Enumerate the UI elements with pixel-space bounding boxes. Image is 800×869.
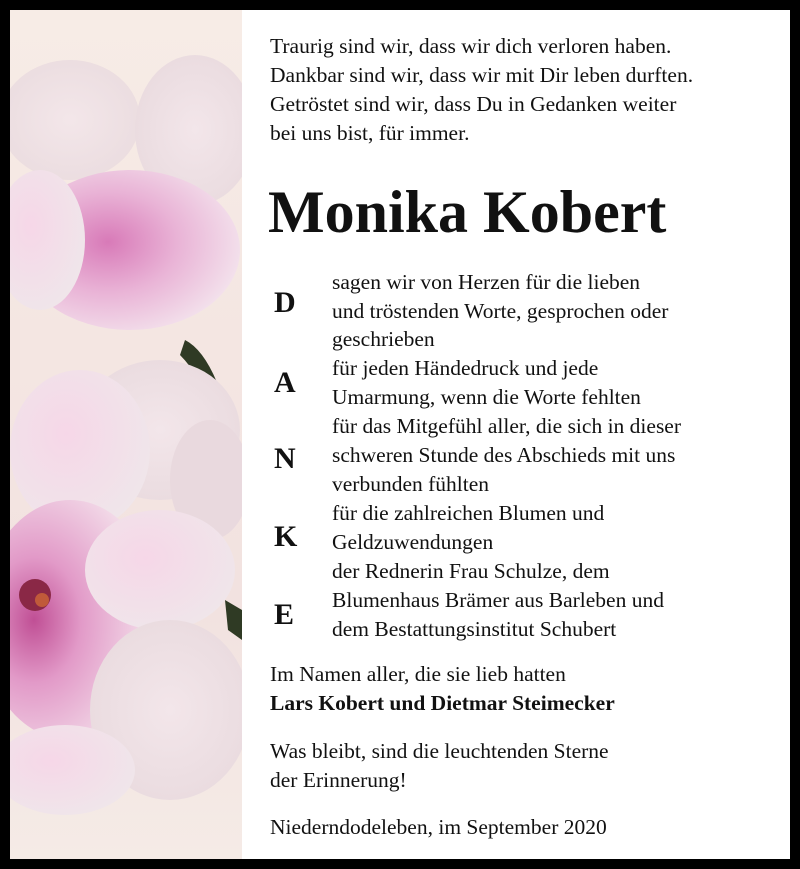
danke-line: für jeden Händedruck und jede bbox=[332, 356, 599, 380]
intro-line: Dankbar sind wir, dass wir mit Dir leben durften. bbox=[270, 63, 694, 87]
danke-letter-k: K bbox=[274, 520, 298, 553]
danke-letter-d: D bbox=[274, 286, 296, 319]
signature-intro: Im Namen aller, die sie lieb hatten bbox=[270, 662, 566, 686]
closing-quote-line: der Erinnerung! bbox=[270, 768, 407, 792]
danke-line: dem Bestattungsinstitut Schubert bbox=[332, 617, 617, 641]
danke-letter-e: E bbox=[274, 598, 295, 631]
danke-letter-n: N bbox=[274, 442, 296, 475]
flower-photo bbox=[10, 10, 242, 859]
text-column bbox=[250, 10, 790, 859]
danke-letter-a: A bbox=[274, 366, 296, 399]
deceased-name: Monika Kobert bbox=[268, 179, 667, 245]
danke-line: sagen wir von Herzen für die lieben bbox=[332, 270, 641, 294]
orchid-illustration bbox=[10, 10, 242, 859]
danke-line: schweren Stunde des Abschieds mit uns bbox=[332, 443, 676, 467]
danke-line: Geldzuwendungen bbox=[332, 530, 494, 554]
signature-names: Lars Kobert und Dietmar Steimecker bbox=[270, 691, 615, 715]
intro-line: Getröstet sind wir, dass Du in Gedanken weiter bbox=[270, 92, 677, 116]
danke-line: Blumenhaus Brämer aus Barleben und bbox=[332, 588, 664, 612]
closing-quote-line: Was bleibt, sind die leuchtenden Sterne bbox=[270, 739, 609, 763]
danke-line: geschrieben bbox=[332, 327, 435, 351]
intro-line: Traurig sind wir, dass wir dich verloren haben. bbox=[270, 34, 672, 58]
danke-line: verbunden fühlten bbox=[332, 472, 490, 496]
danke-line: Umarmung, wenn die Worte fehlten bbox=[332, 385, 641, 409]
intro-line: bei uns bist, für immer. bbox=[270, 121, 470, 145]
danke-line: für die zahlreichen Blumen und bbox=[332, 501, 605, 525]
intro-verse bbox=[270, 32, 780, 148]
place-date: Niederndodeleben, im September 2020 bbox=[270, 815, 607, 839]
danke-line: der Rednerin Frau Schulze, dem bbox=[332, 559, 610, 583]
danke-line: für das Mitgefühl aller, die sich in dieser bbox=[332, 414, 682, 438]
danke-line: und tröstenden Worte, gesprochen oder bbox=[332, 299, 669, 323]
